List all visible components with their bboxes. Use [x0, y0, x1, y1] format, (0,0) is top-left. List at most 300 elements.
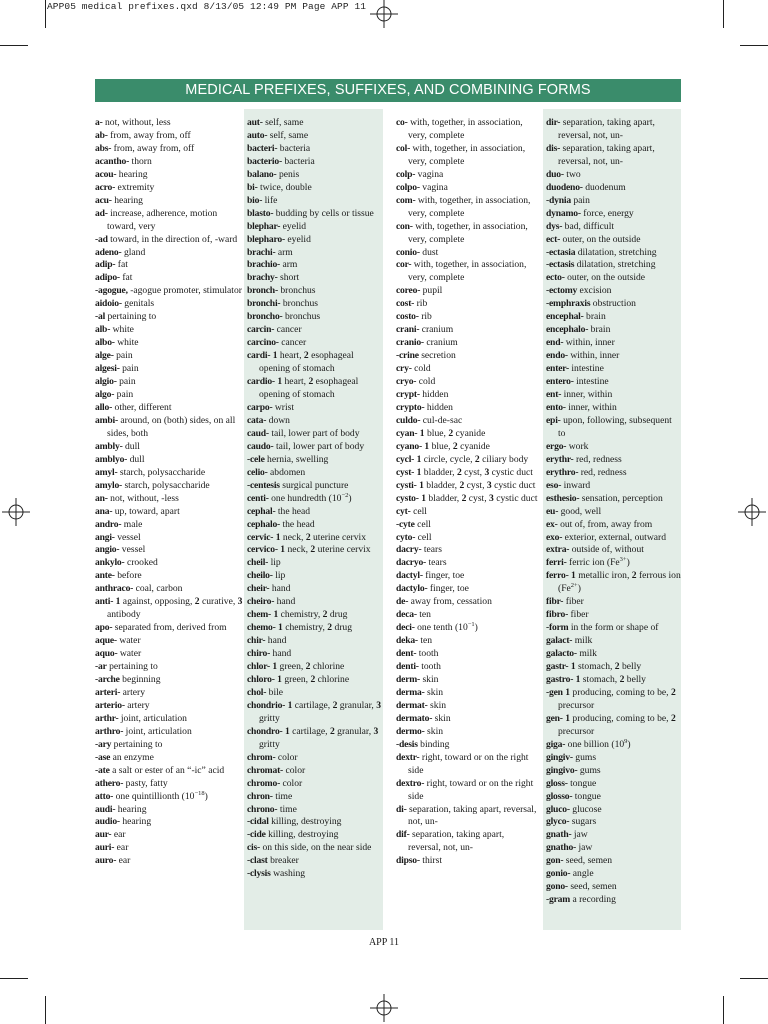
entry-definition: away from, cessation — [410, 596, 492, 608]
entry-definition: one billion $(10^9)$ — [567, 737, 631, 750]
glossary-entry — [95, 169, 243, 182]
entry-term: chrom- — [247, 751, 276, 763]
entry-definition: bacteria — [284, 155, 315, 167]
entry-definition: glucose — [572, 803, 602, 815]
glossary-entry — [95, 532, 243, 545]
entry-definition: skin — [427, 686, 444, 698]
glossary-entry — [396, 363, 539, 376]
glossary-entry — [396, 829, 539, 855]
entry-term: caudo- — [247, 440, 274, 452]
entry-definition: 1 blue, 2 cyanide — [424, 440, 490, 452]
glossary-entry — [247, 428, 381, 441]
glossary-entry — [546, 272, 681, 285]
entry-term: dacry- — [396, 544, 422, 556]
glossary-entry — [95, 234, 243, 247]
entry-definition: hidden — [422, 389, 449, 401]
entry-term: derm- — [396, 673, 421, 685]
entry-term: cheir- — [247, 583, 270, 595]
glossary-entry — [247, 117, 381, 130]
glossary-entry — [247, 804, 381, 817]
glossary-entry — [546, 467, 681, 480]
entry-term: costo- — [396, 311, 419, 323]
glossary-entry — [546, 816, 681, 829]
glossary-entry — [247, 532, 381, 545]
glossary-entry — [396, 221, 539, 247]
entry-term: co- — [396, 117, 408, 128]
entry-definition: from, away from, off — [113, 142, 195, 154]
entry-definition: on this side, on the near side — [262, 842, 372, 854]
entry-definition: milk — [579, 648, 597, 660]
entry-term: acu- — [95, 194, 112, 206]
entry-definition: increase, adherence, motion toward, very — [107, 207, 218, 232]
entry-definition: secretion — [421, 350, 456, 362]
entry-definition: gums — [575, 751, 597, 763]
entry-term: eu- — [546, 505, 559, 517]
entry-definition: out of, from, away from — [560, 518, 653, 530]
glossary-entry — [95, 519, 243, 532]
entry-term: adip- — [95, 259, 116, 271]
entry-definition: pain — [116, 389, 134, 401]
entry-definition: in the form or shape of — [570, 622, 659, 634]
entry-definition: skin — [422, 673, 439, 685]
glossary-entry — [247, 311, 381, 324]
glossary-entry — [247, 544, 381, 557]
entry-term: cardi- — [247, 350, 271, 362]
entry-term: chondro- — [247, 725, 283, 737]
entry-definition: outer, on the outside — [562, 233, 641, 245]
entry-definition: good, well — [560, 505, 602, 517]
entry-term: -cidal — [247, 816, 269, 828]
entry-definition: not, without, less — [105, 117, 171, 128]
glossary-entry — [95, 480, 243, 493]
glossary-entry — [247, 726, 381, 752]
entry-definition: separated from, derived from — [114, 622, 227, 634]
entry-term: cryo- — [396, 376, 417, 388]
entry-definition: seed, semen — [570, 881, 617, 893]
glossary-entry — [546, 117, 681, 143]
entry-term: dactyl- — [396, 570, 423, 582]
entry-term: denti- — [396, 661, 419, 673]
glossary-entry — [247, 337, 381, 350]
entry-definition: with, together, in association, very, complete — [408, 259, 527, 284]
entry-term: cyt- — [396, 505, 411, 517]
crop-mark — [723, 0, 724, 28]
glossary-entry — [546, 765, 681, 778]
entry-term: dactylo- — [396, 583, 428, 595]
glossary-entry — [396, 195, 539, 221]
entry-definition: eyelid — [287, 233, 311, 245]
entry-term: deca- — [396, 609, 417, 621]
entry-term: cor- — [396, 259, 412, 271]
glossary-entry — [546, 674, 681, 687]
glossary-entry — [396, 182, 539, 195]
entry-definition: coal, carbon — [135, 583, 183, 595]
glossary-entry — [247, 182, 381, 195]
entry-definition: 1 against, opposing, 2 curative, 3 antibody — [107, 596, 243, 621]
glossary-entry — [95, 143, 243, 156]
registration-mark-icon — [370, 994, 398, 1022]
entry-definition: pain — [573, 194, 590, 206]
entry-term: cervic- — [247, 531, 274, 543]
entry-term: -clast — [247, 855, 268, 867]
entry-term: gnatho- — [546, 842, 577, 854]
entry-term: chemo- — [247, 622, 276, 634]
entry-term: alb- — [95, 324, 111, 336]
entry-definition: color — [282, 777, 303, 789]
entry-definition: 1 blue, 2 cyanide — [419, 427, 486, 439]
entry-definition: a salt or ester of an “-ic” acid — [112, 764, 225, 776]
glossary-entry — [95, 583, 243, 596]
entry-term: -cide — [247, 829, 266, 841]
entry-definition: hand — [276, 596, 296, 608]
glossary-entry — [396, 285, 539, 298]
glossary-entry — [247, 519, 381, 532]
entry-definition: hand — [272, 648, 292, 660]
entry-term: amblyo- — [95, 453, 128, 465]
crop-mark — [0, 45, 28, 46]
entry-definition: inward — [563, 479, 591, 491]
entry-term: a- — [95, 117, 103, 128]
entry-definition: force, energy — [583, 207, 634, 219]
entry-definition: duodenum — [585, 181, 626, 193]
glossary-entry — [95, 752, 243, 765]
entry-term: -dynia — [546, 194, 571, 206]
entry-term: aut- — [247, 117, 263, 128]
entry-definition: inner, within — [563, 389, 613, 401]
entry-definition: budding by cells or tissue — [275, 207, 374, 219]
glossary-entry — [95, 648, 243, 661]
entry-term: entero- — [546, 376, 574, 388]
entry-definition: 1 bladder, 2 cyst, 3 cystic duct — [421, 492, 538, 504]
entry-term: ect- — [546, 233, 561, 245]
glossary-entry — [396, 143, 539, 169]
glossary-entry — [396, 739, 539, 752]
glossary-entry — [396, 648, 539, 661]
entry-definition: 1 stomach, 2 belly — [570, 661, 642, 673]
entry-definition: color — [277, 751, 298, 763]
entry-term: audi- — [95, 803, 116, 815]
entry-term: chlor- — [247, 661, 270, 673]
entry-term: chondrio- — [247, 699, 286, 711]
entry-definition: separation, taking apart, reversal, not, un- — [558, 117, 655, 141]
glossary-entry — [546, 324, 681, 337]
entry-term: con- — [396, 220, 413, 232]
glossary-entry — [396, 700, 539, 713]
entry-term: atto- — [95, 790, 114, 802]
entry-term: gluco- — [546, 803, 570, 815]
entry-term: albo- — [95, 337, 115, 349]
entry-definition: vessel — [117, 531, 141, 543]
entry-definition: sensation, perception — [581, 492, 663, 504]
glossary-entry — [396, 778, 539, 804]
entry-definition: tail, lower part of body — [275, 440, 365, 452]
glossary-entry — [95, 791, 243, 804]
glossary-entry — [247, 480, 381, 493]
glossary-entry — [546, 609, 681, 622]
entry-definition: penis — [278, 168, 300, 180]
entry-definition: hand — [271, 583, 291, 595]
glossary-entry — [396, 247, 539, 260]
entry-term: blephar- — [247, 220, 281, 232]
glossary-entry — [95, 376, 243, 389]
entry-term: -cele — [247, 453, 265, 465]
entry-definition: hearing — [117, 803, 147, 815]
glossary-entry — [247, 221, 381, 234]
entry-definition: one quintillionth $(10^{-18})$ — [115, 789, 208, 802]
glossary-entry — [247, 130, 381, 143]
entry-term: ankylo- — [95, 557, 125, 569]
glossary-entry — [546, 169, 681, 182]
glossary-entry — [95, 674, 243, 687]
entry-definition: skin — [430, 699, 447, 711]
entry-term: aque- — [95, 635, 117, 647]
entry-term: -desis — [396, 738, 418, 750]
entry-term: anthraco- — [95, 583, 134, 595]
glossary-entry — [247, 259, 381, 272]
entry-definition: upon, following, subsequent to — [558, 414, 672, 439]
entry-term: -form — [546, 622, 569, 634]
crop-mark — [45, 996, 46, 1024]
glossary-entry — [247, 635, 381, 648]
entry-term: angio- — [95, 544, 120, 556]
entry-definition: a recording — [572, 894, 616, 906]
entry-term: glyco- — [546, 816, 570, 828]
entry-term: eso- — [546, 479, 562, 491]
glossary-entry — [546, 389, 681, 402]
entry-definition: fat — [122, 272, 133, 284]
entry-definition: fiber — [565, 596, 584, 608]
entry-term: apo- — [95, 622, 113, 634]
entry-term: bronchi- — [247, 298, 281, 310]
entry-definition: inner, within — [568, 401, 617, 413]
glossary-entry — [396, 687, 539, 700]
glossary-entry — [546, 894, 681, 907]
entry-term: cost- — [396, 298, 415, 310]
glossary-entry — [396, 752, 539, 778]
entry-definition: washing — [273, 868, 306, 880]
glossary-entry — [546, 454, 681, 467]
entry-term: esthesio- — [546, 492, 580, 504]
glossary-entry — [247, 829, 381, 842]
entry-definition: hidden — [426, 401, 453, 413]
entry-definition: dilatation, stretching — [577, 246, 657, 258]
entry-term: -ar — [95, 661, 107, 673]
entry-definition: 1 heart, 2 esophageal opening of stomach — [259, 350, 354, 375]
entry-definition: bronchus — [280, 285, 316, 297]
glossary-entry — [247, 661, 381, 674]
glossary-entry — [95, 208, 243, 234]
entry-definition: starch, polysaccharide — [124, 479, 210, 491]
entry-definition: cancer — [276, 324, 302, 336]
entry-definition: rib — [421, 311, 432, 323]
glossary-entry — [546, 752, 681, 765]
entry-term: athero- — [95, 777, 124, 789]
entry-term: -cyte — [396, 518, 415, 530]
glossary-entry — [396, 337, 539, 350]
entry-definition: wrist — [274, 401, 295, 413]
glossary-entry — [546, 804, 681, 817]
entry-definition: genitals — [124, 298, 155, 310]
glossary-entry — [95, 726, 243, 739]
glossary-entry — [546, 195, 681, 208]
glossary-entry — [95, 557, 243, 570]
registration-mark-icon — [370, 0, 398, 28]
entry-term: -ary — [95, 738, 112, 750]
entry-definition: hearing — [122, 816, 152, 828]
entry-term: cranio- — [396, 337, 424, 349]
entry-definition: 1 producing, coming to be, 2 precursor — [558, 712, 676, 737]
glossary-column-2 — [244, 109, 383, 930]
print-slug: APP05 medical prefixes.qxd 8/13/05 12:49 PM Page APP 11 — [47, 1, 367, 12]
entry-definition: 1 heart, 2 esophageal opening of stomach — [259, 376, 359, 401]
entry-term: conio- — [396, 246, 420, 258]
glossary-entry — [95, 700, 243, 713]
entry-definition: 1 green, 2 chlorine — [277, 673, 350, 685]
glossary-entry — [546, 182, 681, 195]
glossary-entry — [247, 557, 381, 570]
entry-term: gloss- — [546, 777, 568, 789]
entry-term: ento- — [546, 401, 566, 413]
entry-term: col- — [396, 142, 411, 154]
entry-term: anti- — [95, 596, 114, 608]
glossary-column-4 — [543, 109, 681, 930]
entry-definition: tooth — [418, 648, 439, 660]
entry-term: celio- — [247, 466, 268, 478]
entry-definition: cell — [413, 505, 427, 517]
entry-term: arteri- — [95, 686, 121, 698]
entry-definition: pertaining to — [113, 738, 163, 750]
glossary-entry — [247, 402, 381, 415]
entry-term: colpo- — [396, 181, 420, 193]
entry-definition: tooth — [421, 661, 441, 673]
entry-definition: killing, destroying — [271, 816, 342, 828]
glossary-entry — [247, 247, 381, 260]
entry-term: angi- — [95, 531, 115, 543]
glossary-entry — [95, 778, 243, 791]
glossary-entry — [396, 804, 539, 830]
crop-mark — [723, 996, 724, 1024]
glossary-entry — [546, 234, 681, 247]
glossary-entry — [396, 506, 539, 519]
entry-term: glosso- — [546, 790, 573, 802]
glossary-entry — [396, 415, 539, 428]
entry-term: acantho- — [95, 155, 130, 167]
entry-term: bio- — [247, 194, 263, 206]
glossary-entry — [546, 208, 681, 221]
glossary-entry — [546, 221, 681, 234]
entry-term: arthro- — [95, 725, 124, 737]
entry-term: aur- — [95, 829, 112, 841]
glossary-entry — [396, 519, 539, 532]
glossary-entry — [95, 661, 243, 674]
entry-term: carcino- — [247, 337, 279, 349]
glossary-entry — [95, 130, 243, 143]
glossary-entry — [396, 557, 539, 570]
entry-definition: red, redness — [580, 466, 627, 478]
entry-definition: thirst — [422, 855, 443, 867]
entry-definition: tears — [423, 544, 442, 556]
entry-term: cysto- — [396, 492, 419, 504]
glossary-entry — [95, 842, 243, 855]
entry-term: abs- — [95, 142, 112, 154]
glossary-entry — [396, 635, 539, 648]
entry-term: coreo- — [396, 285, 421, 297]
glossary-entry — [247, 855, 381, 868]
entry-term: di- — [396, 803, 407, 815]
entry-definition: tongue — [574, 790, 601, 802]
entry-definition: around, on (both) sides, on all sides, both — [107, 414, 236, 439]
entry-term: algo- — [95, 389, 115, 401]
entry-definition: with, together, in association, very, complete — [408, 117, 523, 141]
glossary-entry — [247, 169, 381, 182]
entry-term: erythr- — [546, 453, 574, 465]
entry-term: gastr- — [546, 661, 569, 673]
entry-term: cyto- — [396, 531, 416, 543]
entry-term: -ectasia — [546, 246, 576, 258]
entry-term: crypto- — [396, 401, 425, 413]
entry-term: cheil- — [247, 557, 269, 569]
glossary-entry — [546, 661, 681, 674]
entry-definition: other, different — [114, 401, 172, 413]
entry-definition: bile — [268, 686, 284, 698]
glossary-entry — [546, 842, 681, 855]
glossary-entry — [396, 532, 539, 545]
entry-definition: brain — [586, 311, 606, 323]
entry-term: chir- — [247, 635, 266, 647]
entry-term: andro- — [95, 518, 122, 530]
entry-term: cycl- — [396, 453, 415, 465]
entry-term: -ate — [95, 764, 110, 776]
glossary-entry — [546, 739, 681, 752]
entry-definition: separation, taking apart, reversal, not, un- — [558, 142, 655, 167]
entry-definition: cranium — [426, 337, 458, 349]
glossary-entry — [396, 259, 539, 285]
entry-term: brachy- — [247, 272, 278, 284]
glossary-entry — [546, 532, 681, 545]
entry-term: -al — [95, 311, 106, 323]
entry-definition: angle — [572, 868, 594, 880]
entry-term: auto- — [247, 129, 268, 141]
entry-definition: cul-de-sac — [422, 414, 463, 426]
entry-definition: ten — [420, 635, 433, 647]
entry-definition: self, same — [265, 117, 304, 128]
glossary-entry — [396, 661, 539, 674]
entry-definition: hearing — [118, 168, 148, 180]
entry-definition: hernia, swelling — [267, 453, 329, 465]
entry-term: ad- — [95, 207, 108, 219]
glossary-entry — [546, 506, 681, 519]
entry-definition: 1 green, 2 chlorine — [272, 661, 345, 673]
entry-definition: hearing — [114, 194, 143, 206]
entry-definition: right, toward or on the right side — [408, 777, 534, 802]
crop-mark — [45, 0, 46, 28]
entry-definition: 1 cartilage, 2 granular, 3 gritty — [259, 699, 381, 724]
registration-mark-icon — [738, 498, 766, 526]
entry-definition: extremity — [117, 181, 155, 193]
entry-term: audio- — [95, 816, 120, 828]
entry-definition: pain — [122, 363, 139, 375]
entry-definition: ear — [113, 829, 126, 841]
entry-term: bronch- — [247, 285, 278, 297]
entry-definition: two — [566, 168, 581, 180]
entry-definition: -agogue promoter, stimulator — [130, 285, 242, 297]
entry-definition: toward, in the direction of, -ward — [110, 233, 238, 245]
entry-term: culdo- — [396, 414, 421, 426]
glossary-entry — [546, 570, 681, 596]
entry-definition: surgical puncture — [282, 479, 349, 491]
entry-definition: killing, destroying — [268, 829, 339, 841]
entry-term: auro- — [95, 855, 117, 867]
